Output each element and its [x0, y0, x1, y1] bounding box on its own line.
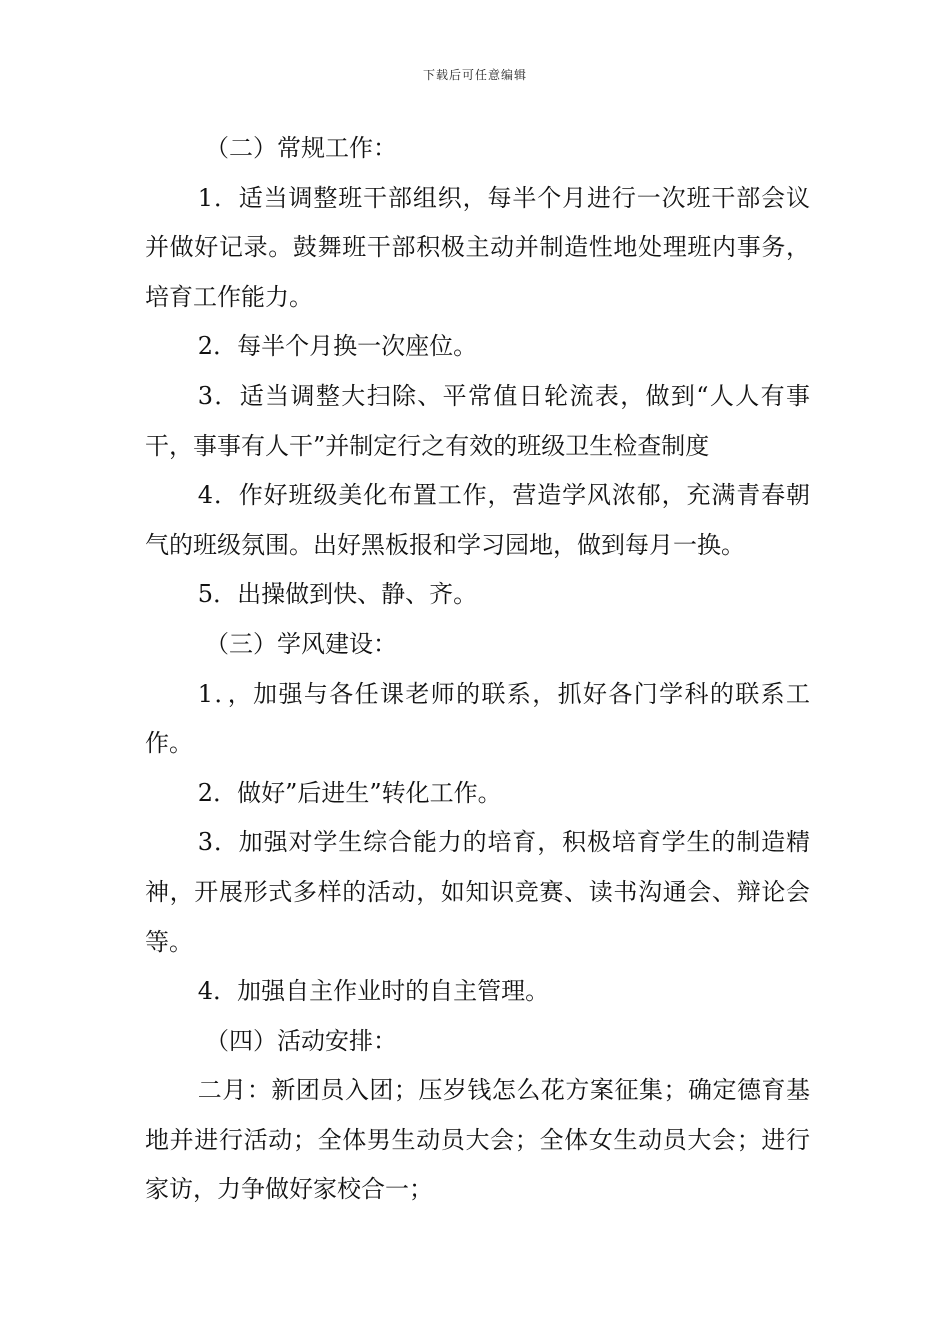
paragraph-item: 3．适当调整大扫除、平常值日轮流表，做到“人人有事干，事事有人干”并制定行之有效的班级卫生检查制度 [145, 381, 810, 460]
document-body [145, 124, 810, 1215]
paragraph-item: 4．加强自主作业时的自主管理。 [197, 977, 550, 1006]
paragraph-item: 3．加强对学生综合能力的培育，积极培育学生的制造精神，开展形式多样的活动，如知识竞赛、读书沟通会、辩论会等。 [145, 828, 810, 956]
paragraph-item: 4．作好班级美化布置工作，营造学风浓郁，充满青春朝气的班级氛围。出好黑板报和学习园地，做到每月一换。 [145, 481, 810, 559]
section-heading-activity-schedule: （四）活动安排： [205, 1026, 397, 1055]
paragraph-item: 5．出操做到快、静、齐。 [197, 580, 478, 609]
paragraph-item: 2．做好”后进生”转化工作。 [197, 778, 502, 807]
paragraph-item: 1．适当调整班干部组织，每半个月进行一次班干部会议并做好记录。鼓舞班干部积极主动并制造性地处理班内事务，培育工作能力。 [145, 183, 810, 311]
page-header-note: 下载后可任意编辑 [422, 68, 527, 82]
paragraph-item: 1．，加强与各任课老师的联系，抓好各门学科的联系工作。 [145, 679, 810, 758]
section-heading-routine-work: （二）常规工作： [205, 134, 397, 162]
section-heading-study-style: （三）学风建设： [205, 629, 397, 658]
paragraph-item: 2．每半个月换一次座位。 [197, 332, 478, 361]
paragraph-item: 二月：新团员入团；压岁钱怎么花方案征集；确定德育基地并进行活动；全体男生动员大会；全体女生动员大会；进行家访，力争做好家校合一； [145, 1076, 810, 1204]
